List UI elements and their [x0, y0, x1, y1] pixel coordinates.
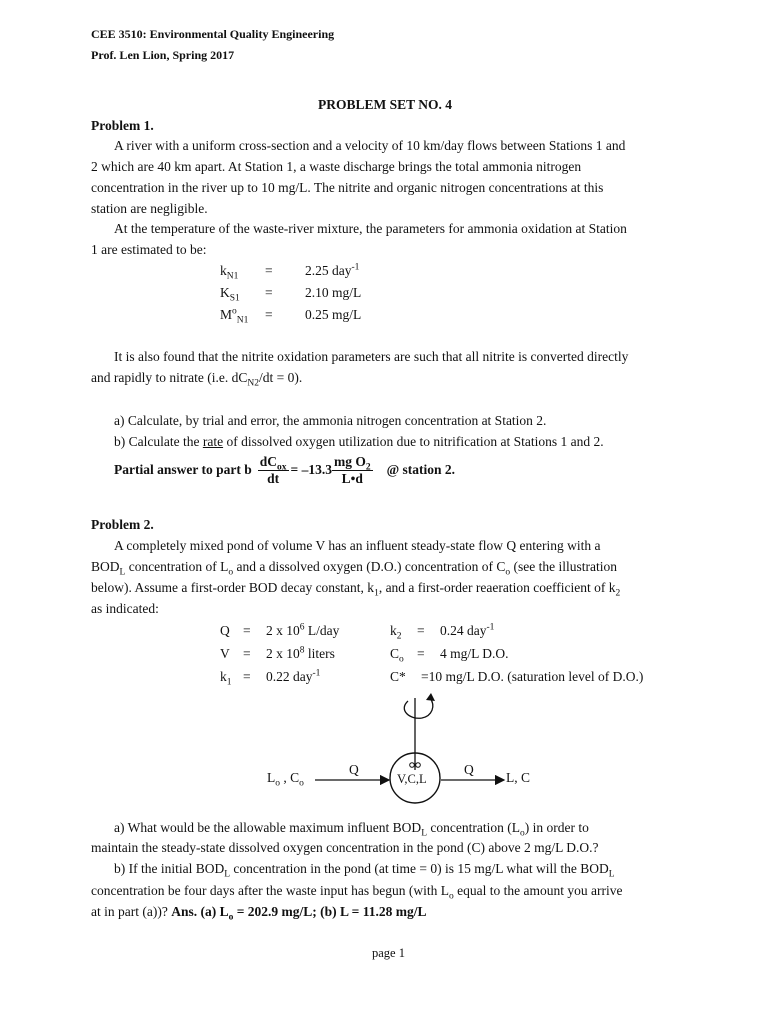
page-title: PROBLEM SET NO. 4 [318, 97, 453, 112]
p2-line-4: as indicated: [91, 601, 159, 616]
param-k2-value: 0.24 day$^{-1}$ [440, 622, 495, 638]
p2-part-a-line-1: a) What would be the allowable maximum influent $BOD_L$ concentration $(L_o)$ in order to [114, 820, 589, 839]
param-ks1-eq: = [265, 285, 273, 300]
param-q-eq: = [243, 623, 251, 638]
param-k1: $k_1$ [220, 669, 232, 688]
p1-line-1: A river with a uniform cross-section and a velocity of 10 km/day flows between Stations 1 and [114, 138, 626, 153]
param-k1-eq: = [243, 669, 251, 684]
fraction-dcox-dt: $\frac{dC_{ox}}{dt}$ [259, 453, 287, 486]
param-q-value: 2 x $10^6$ L/day [266, 622, 340, 638]
param-mn1: $M^o_{N1}$ [220, 306, 249, 326]
param-cstar-value: =10 mg/L D.O. (saturation level of D.O.) [421, 669, 644, 684]
param-v: V [220, 646, 230, 661]
course-title: CEE 3510: Environmental Quality Engineering [91, 27, 335, 41]
nitrite-line-1: It is also found that the nitrite oxidation parameters are such that all nitrite is converted directly [114, 349, 629, 364]
fraction-mgo2-ld: $\frac{mg O_2}{L•d}$ [333, 453, 371, 486]
param-ks1-value: 2.10 mg/L [305, 285, 362, 300]
instructor-line: Prof. Len Lion, Spring 2017 [91, 48, 235, 62]
diagram-inlet-label: $L_o$ , $C_o$ [267, 770, 304, 789]
p1-part-a: a) Calculate, by trial and error, the ammonia nitrogen concentration at Station 2. [114, 413, 547, 428]
p1-line-6: 1 are estimated to be: [91, 242, 207, 257]
p1-line-2: 2 which are 40 km apart. At Station 1, a waste discharge brings the total ammonia nitrogen [91, 159, 582, 174]
p1-part-b: b) Calculate the rate of dissolved oxygen utilization due to nitrification at Stations 1 and 2. [114, 434, 604, 449]
param-ks1: $K_{S1}$ [220, 285, 240, 304]
p2-part-a-line-2: maintain the steady-state dissolved oxygen concentration in the pond (C) above 2 mg/L D.O.? [91, 840, 599, 855]
param-v-value: 2 x $10^8$ liters [266, 645, 335, 661]
aerator-paddle-right-icon [416, 763, 421, 768]
diagram-q-left: Q [349, 762, 359, 777]
p2-part-b-line-2: concentration be four days after the waste input has begun (with $L_o$ equal to the amount you arrive [91, 883, 623, 902]
param-co: $C_o$ [390, 646, 404, 665]
p2-part-b-line-1: b) If the initial $BOD_L$ concentration in the pond (at time = 0) is 15 mg/L what will the $BOD_L$ [114, 861, 615, 880]
param-kn1-value: 2.25 day$^{-1}$ [305, 262, 360, 278]
p1-line-5: At the temperature of the waste-river mixture, the parameters for ammonia oxidation at Station [114, 221, 627, 236]
p2-line-2: $BOD_L$ concentration of $L_o$ and a dissolved oxygen (D.O.) concentration of $C_o$ (see the illustration [91, 559, 617, 578]
diagram-pond-label: V,C,L [397, 772, 427, 786]
diagram-outlet-label: L, C [506, 770, 531, 785]
param-k1-value: 0.22 day$^{-1}$ [266, 668, 321, 684]
p1-line-4: station are negligible. [91, 201, 208, 216]
pond-diagram [260, 688, 550, 808]
param-k2: $k_2$ [390, 623, 402, 642]
param-k2-eq: = [417, 623, 425, 638]
param-kn1: $k_{N1}$ [220, 263, 239, 282]
p1-line-3: concentration in the river up to 10 mg/L. The nitrite and organic nitrogen concentrations at this [91, 180, 604, 195]
rotation-arrow-icon [404, 698, 433, 718]
problem2-heading: Problem 2. [91, 517, 154, 532]
page-number: page 1 [372, 946, 405, 960]
problem1-heading: Problem 1. [91, 118, 154, 133]
p2-part-b-line-3: at in part (a))? Ans. (a) $L_o = 202.9$ mg/L; (b) L = 11.28 mg/L [91, 904, 427, 923]
rotation-arrowhead-icon [426, 693, 435, 701]
partial-answer: Partial answer to part b $\frac{dC_{ox}}{dt}$ = –13.3 $\frac{mg O_2}{L•d}$ @ station 2. [114, 453, 456, 486]
param-cstar: C* [390, 669, 406, 684]
param-v-eq: = [243, 646, 251, 661]
param-co-eq: = [417, 646, 425, 661]
aerator-paddle-left-icon [410, 763, 415, 768]
answer-text: Ans. (a) $L_o = 202.9$ mg/L; (b) L = 11.28 mg/L [171, 904, 427, 923]
nitrite-line-2: and rapidly to nitrate (i.e. $dC_{N2}/dt = 0$). [91, 370, 303, 389]
param-q: Q [220, 623, 230, 638]
diagram-q-right: Q [464, 762, 474, 777]
param-mn1-eq: = [265, 307, 273, 322]
p2-line-3: below). Assume a first-order BOD decay constant, $k_1$, and a first-order reaeration coefficient of $k_2$ [91, 580, 621, 599]
param-co-value: 4 mg/L D.O. [440, 646, 509, 661]
param-kn1-eq: = [265, 263, 273, 278]
p2-line-1: A completely mixed pond of volume V has an influent steady-state flow Q entering with a [114, 538, 601, 553]
param-mn1-value: 0.25 mg/L [305, 307, 362, 322]
